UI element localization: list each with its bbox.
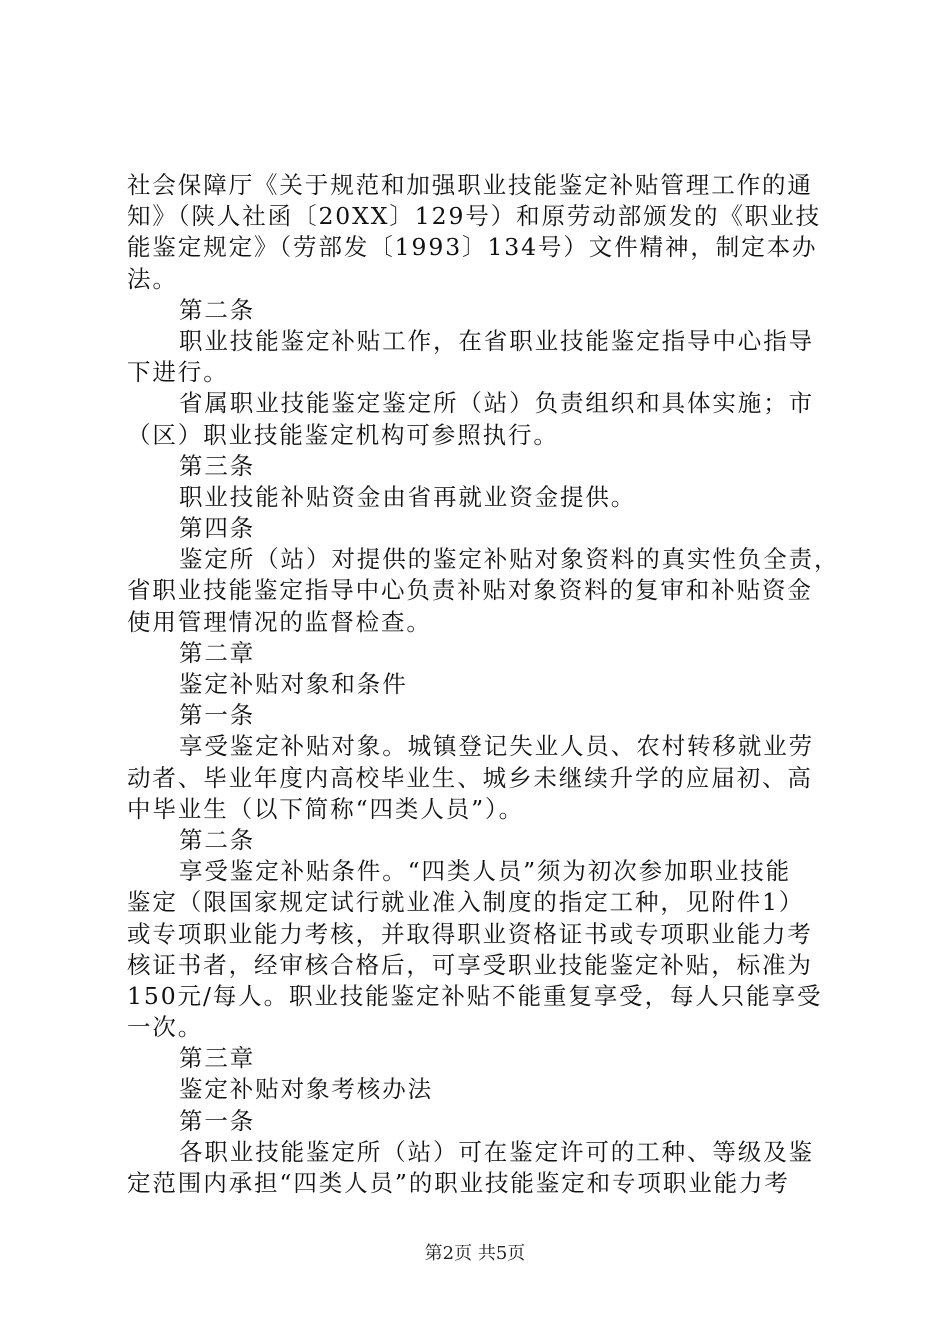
text-line: 150元/每人。职业技能鉴定补贴不能重复享受，每人只能享受 [127, 981, 823, 1010]
text-line: 第二条 [179, 825, 256, 854]
text-line: 能鉴定规定》（劳部发〔1993〕134号）文件精神，制定本办 [127, 233, 818, 262]
page-footer: 第2页 共5页 [424, 1243, 526, 1264]
text-line: 职业技能补贴资金由省再就业资金提供。 [179, 482, 637, 511]
text-line: 第二章 [179, 638, 256, 667]
text-line: 各职业技能鉴定所（站）可在鉴定许可的工种、等级及鉴 [179, 1137, 814, 1166]
text-line: 鉴定（限国家规定试行就业准入制度的指定工种，见附件1） [127, 888, 805, 917]
text-line: 第二条 [179, 295, 256, 324]
text-line: 第三条 [179, 451, 256, 480]
text-line: 鉴定补贴对象和条件 [179, 670, 408, 698]
text-line: 第一条 [179, 701, 256, 730]
text-line: 享受鉴定补贴对象。城镇登记失业人员、农村转移就业劳 [179, 732, 814, 761]
text-line: 或专项职业能力考核，并取得职业资格证书或专项职业能力考 [127, 919, 813, 948]
text-line: 第四条 [179, 514, 256, 543]
text-line: 第一条 [179, 1106, 256, 1135]
text-line: 社会保障厅《关于规范和加强职业技能鉴定补贴管理工作的通 [127, 171, 813, 199]
text-line: 一次。 [127, 1013, 204, 1042]
text-line: 享受鉴定补贴条件。“四类人员”须为初次参加职业技能 [179, 857, 792, 886]
text-line: 使用管理情况的监督检查。 [127, 607, 432, 636]
text-line: 核证书者，经审核合格后，可享受职业技能鉴定补贴，标准为 [127, 950, 813, 979]
text-line: 职业技能鉴定补贴工作，在省职业技能鉴定指导中心指导 [179, 326, 814, 355]
text-line: 知》（陕人社函〔20XX〕129号）和原劳动部颁发的《职业技 [127, 202, 821, 231]
text-line: 法。 [127, 264, 178, 293]
text-line: 省职业技能鉴定指导中心负责补贴对象资料的复审和补贴资金 [127, 576, 813, 605]
text-line: 中毕业生（以下简称“四类人员”）。 [127, 794, 525, 823]
text-line: 下进行。 [127, 358, 229, 387]
text-line: （区）职业技能鉴定机构可参照执行。 [127, 420, 559, 449]
text-line: 鉴定所（站）对提供的鉴定补贴对象资料的真实性负全责， [179, 545, 840, 574]
text-line: 鉴定补贴对象考核办法 [179, 1075, 433, 1104]
text-line: 第三章 [179, 1044, 256, 1073]
text-line: 定范围内承担“四类人员”的职业技能鉴定和专项职业能力考 [127, 1169, 790, 1197]
text-line: 动者、毕业年度内高校毕业生、城乡未继续升学的应届初、高 [127, 763, 813, 792]
document-body [127, 170, 840, 1199]
text-line: 省属职业技能鉴定鉴定所（站）负责组织和具体实施；市 [179, 389, 814, 418]
